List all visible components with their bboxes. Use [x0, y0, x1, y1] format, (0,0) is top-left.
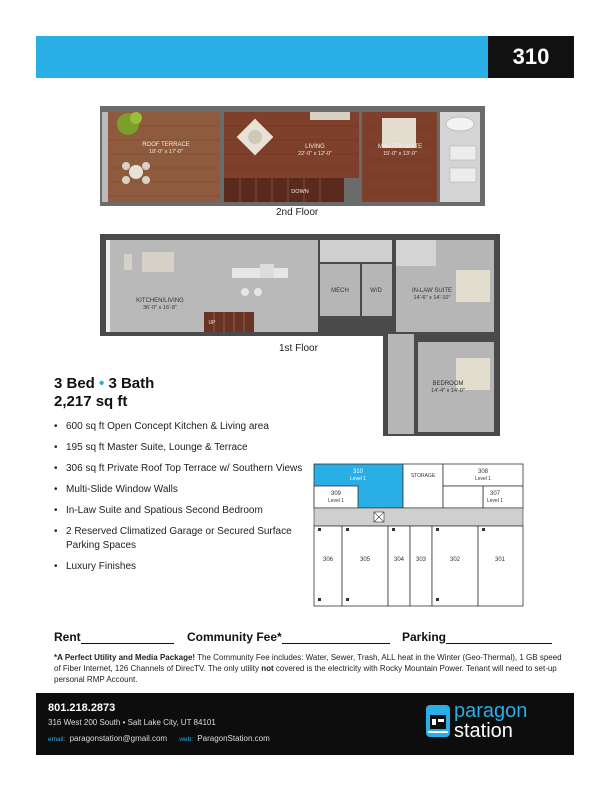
sofa-icon [142, 252, 174, 272]
utility-note [54, 652, 564, 685]
living-dims: 22'-0" x 12'-0" [298, 151, 332, 157]
roof-terrace-dims: 18'-0" x 17'-0" [149, 149, 183, 155]
rent-label: Rent [54, 630, 81, 644]
web-link[interactable]: ParagonStation.com [197, 734, 270, 743]
unit-number: 310 [488, 36, 574, 78]
logo-wordmark [454, 701, 527, 741]
second-floor-label: 2nd Floor [276, 207, 319, 218]
living-name: LIVING [305, 144, 325, 150]
stairs-up-label: UP [208, 320, 216, 326]
in-law-suite-name: IN-LAW SUITE [411, 288, 453, 294]
unit-307-level: Level 1 [486, 498, 504, 504]
second-floor-plan [100, 106, 485, 206]
feature-item: • Multi-Slide Window Walls [54, 483, 304, 497]
kitchen-living-name: KITCHEN/LIVING [136, 298, 184, 304]
bedroom-name: BEDROOM [432, 381, 464, 387]
email-link[interactable]: paragonstation@gmail.com [69, 734, 168, 743]
header-bar [36, 36, 488, 78]
web-label: web: [179, 736, 194, 743]
area-text: 2,217 sq ft [54, 393, 128, 410]
baths-text: 3 Bath [108, 375, 155, 392]
first-floor-label: 1st Floor [279, 343, 318, 354]
unit-305-label: 305 [359, 557, 371, 563]
note-not: not [261, 664, 274, 673]
feature-item: • 2 Reserved Climatized Garage or Secured Surface Parking Spaces [54, 525, 304, 553]
feature-item: • 195 sq ft Master Suite, Lounge & Terrace [54, 441, 304, 455]
unit-302-label: 302 [449, 557, 461, 563]
unit-303-label: 303 [415, 557, 427, 563]
logo-line-2: station [454, 720, 513, 742]
kitchen-living-dims: 36'-0" x 16'-8" [143, 305, 177, 311]
logo-line-1: paragon [454, 700, 528, 722]
wd-label: W/D [370, 288, 382, 294]
feature-item: • 600 sq ft Open Concept Kitchen & Living area [54, 420, 304, 434]
community-fee-line [282, 631, 390, 644]
feature-item: • Luxury Finishes [54, 560, 304, 574]
contact-line [48, 734, 270, 743]
unit-summary [54, 375, 154, 411]
in-law-bed-icon [456, 270, 490, 302]
stairs-down [224, 178, 344, 202]
parking-label: Parking [402, 630, 447, 644]
note-text-2: covered is the electricity with Rocky Mountain Power. Tenant will need to set-up personal RMP Account. [54, 664, 557, 684]
table-icon [129, 165, 143, 179]
unit-301-label: 301 [494, 557, 506, 563]
unit-308-label: 308 [477, 469, 489, 475]
unit-310-label: 310 [352, 469, 364, 475]
feature-item: • 306 sq ft Private Roof Top Terrace w/ Southern Views [54, 462, 304, 476]
site-plan [312, 462, 534, 610]
email-label: email: [48, 736, 66, 743]
roof-terrace-name: ROOF TERRACE [142, 142, 190, 148]
stairs-down-label: DOWN [291, 189, 309, 195]
storage-label: STORAGE [410, 473, 436, 479]
footer [36, 693, 574, 755]
unit-310-level: Level 1 [349, 476, 367, 482]
paragon-station-logo-icon [424, 701, 452, 743]
unit-308-level: Level 1 [474, 476, 492, 482]
unit-309-level: Level 1 [327, 498, 345, 504]
note-lead: *A Perfect Utility and Media Package! [54, 653, 196, 662]
address: 316 West 200 South • Salt Lake City, UT 84101 [48, 718, 216, 727]
parking-line [446, 631, 552, 644]
unit-309-label: 309 [330, 491, 342, 497]
feature-list [54, 420, 304, 581]
unit-306-label: 306 [322, 557, 334, 563]
storage-room [403, 464, 443, 508]
feature-item: • In-Law Suite and Spatious Second Bedroom [54, 504, 304, 518]
separator-dot: • [99, 375, 105, 392]
note-text-1: The Community Fee includes: Water, Sewer, Trash, ALL heat in the Winter (Geo-Thermal), 1 GB speed of Fiber Internet, 126 Channels of DirecTV. The only utility [54, 653, 562, 673]
unit-307-label: 307 [489, 491, 501, 497]
unit-304-label: 304 [393, 557, 405, 563]
phone-number[interactable]: 801.218.2873 [48, 702, 116, 714]
bedroom-dims: 14'-4" x 14'-0" [431, 388, 465, 394]
beds-text: 3 Bed [54, 375, 95, 392]
community-fee-label: Community Fee* [187, 630, 282, 644]
first-floor-plan [100, 234, 500, 436]
rent-line [81, 631, 174, 644]
corridor [314, 508, 523, 526]
in-law-suite-dims: 14'-6" x 14'-10" [413, 295, 451, 301]
floor-plan [100, 96, 520, 441]
master-suite-name: MASTER SUITE [377, 144, 423, 150]
mech-label: MECH [331, 288, 349, 294]
master-suite-dims: 15'-0" x 13'-0" [383, 151, 417, 157]
